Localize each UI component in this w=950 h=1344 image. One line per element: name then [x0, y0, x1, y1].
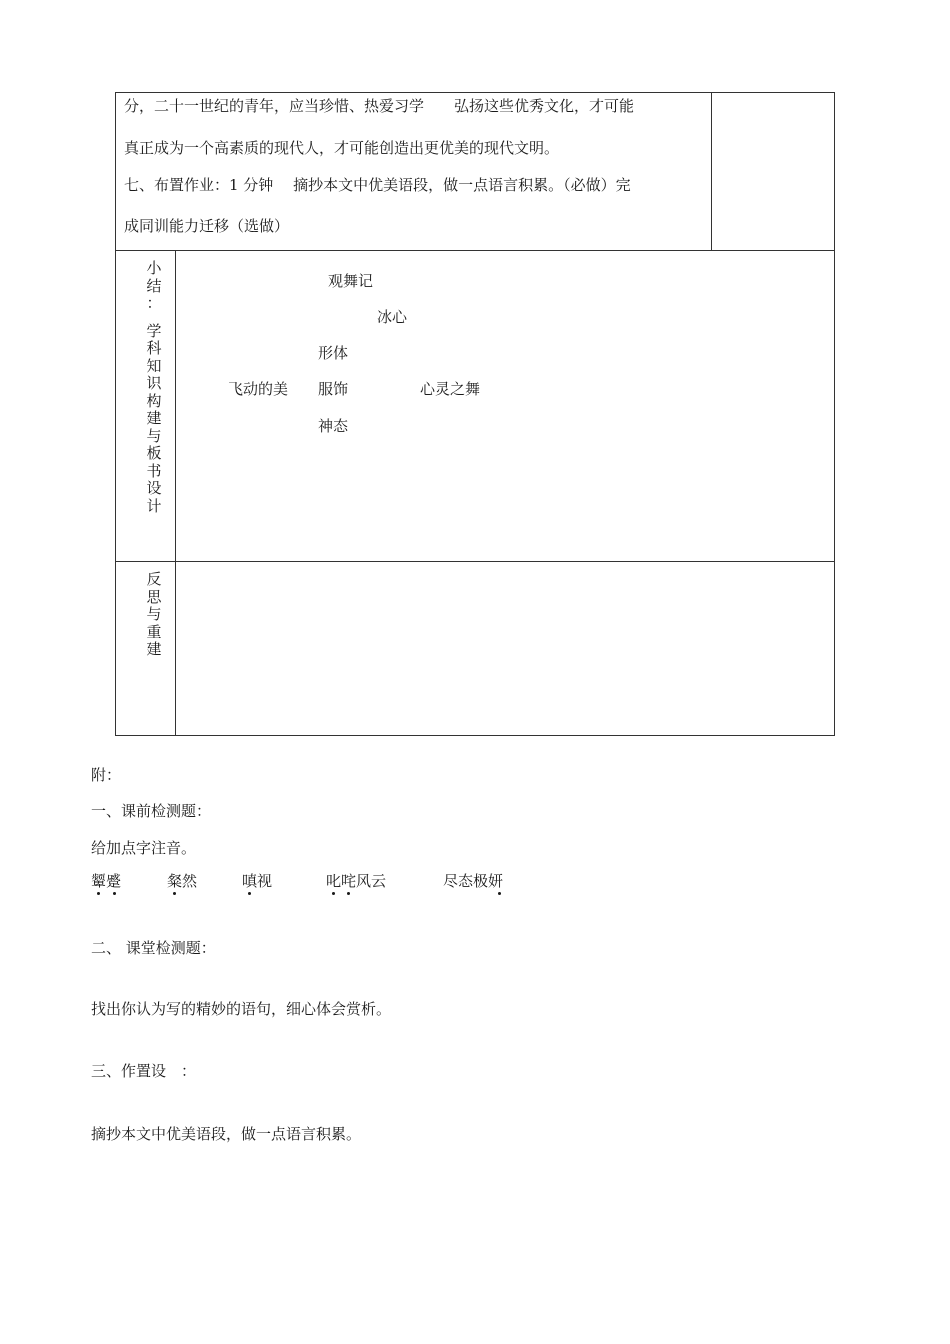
- row2-bottom-divider: [115, 561, 835, 562]
- pinyin-word-4: 叱咤风云: [326, 872, 387, 890]
- table-right-border: [834, 92, 835, 735]
- emphasis-dot: [248, 892, 251, 895]
- homework-text-line-2: 成同训能力迁移（选做）: [124, 217, 290, 235]
- emphasis-dot: [332, 892, 335, 895]
- appendix-heading: 附：: [91, 766, 122, 784]
- table-top-border: [115, 92, 835, 93]
- section-2-text: 找出你认为写的精妙的语句，细心体会赏析。: [91, 1000, 392, 1018]
- emphasis-dot: [347, 892, 350, 895]
- label-column-divider: [175, 250, 176, 735]
- board-item-expression: 神态: [318, 417, 349, 435]
- row1-right-column-divider: [711, 92, 712, 251]
- board-left-theme: 飞动的美: [228, 380, 289, 398]
- table-left-border: [115, 92, 116, 735]
- row1-bottom-divider: [115, 250, 835, 251]
- section-3-text: 摘抄本文中优美语段，做一点语言积累。: [91, 1125, 362, 1143]
- pinyin-word-2: 粲然: [167, 872, 198, 890]
- table-bottom-border: [115, 735, 835, 736]
- board-item-form: 形体: [318, 344, 349, 362]
- board-title: 观舞记: [328, 272, 374, 290]
- row1-text-line-2: 真正成为一个高素质的现代人，才可能创造出更优美的现代文明。: [124, 139, 560, 157]
- homework-text-line-1: 七、布置作业：1 分钟 摘抄本文中优美语段，做一点语言积累。（必做）完: [124, 176, 631, 194]
- emphasis-dot: [97, 892, 100, 895]
- emphasis-dot: [113, 892, 116, 895]
- board-author: 冰心: [377, 308, 408, 326]
- emphasis-dot: [498, 892, 501, 895]
- summary-vertical-label: 小 结 ： 学 科 知 识 构 建 与 板 书 设 计: [146, 259, 162, 515]
- pinyin-word-1: 颦蹙: [91, 872, 122, 890]
- section-1-instruction: 给加点字注音。: [91, 839, 197, 857]
- reflection-vertical-label: 反 思 与 重 建: [146, 570, 162, 658]
- board-right-theme: 心灵之舞: [420, 380, 481, 398]
- board-item-costume: 服饰: [318, 380, 349, 398]
- pinyin-word-3: 嗔视: [242, 872, 273, 890]
- pinyin-word-5: 尽态极妍: [443, 872, 504, 890]
- section-3-title: 三、作置设 ：: [91, 1062, 197, 1080]
- emphasis-dot: [173, 892, 176, 895]
- section-1-title: 一、课前检测题：: [91, 802, 212, 820]
- row1-text-line-1: 分，二十一世纪的青年，应当珍惜、热爱习学 弘扬这些优秀文化，才可能: [124, 97, 635, 115]
- section-2-title: 二、 课堂检测题：: [91, 939, 216, 957]
